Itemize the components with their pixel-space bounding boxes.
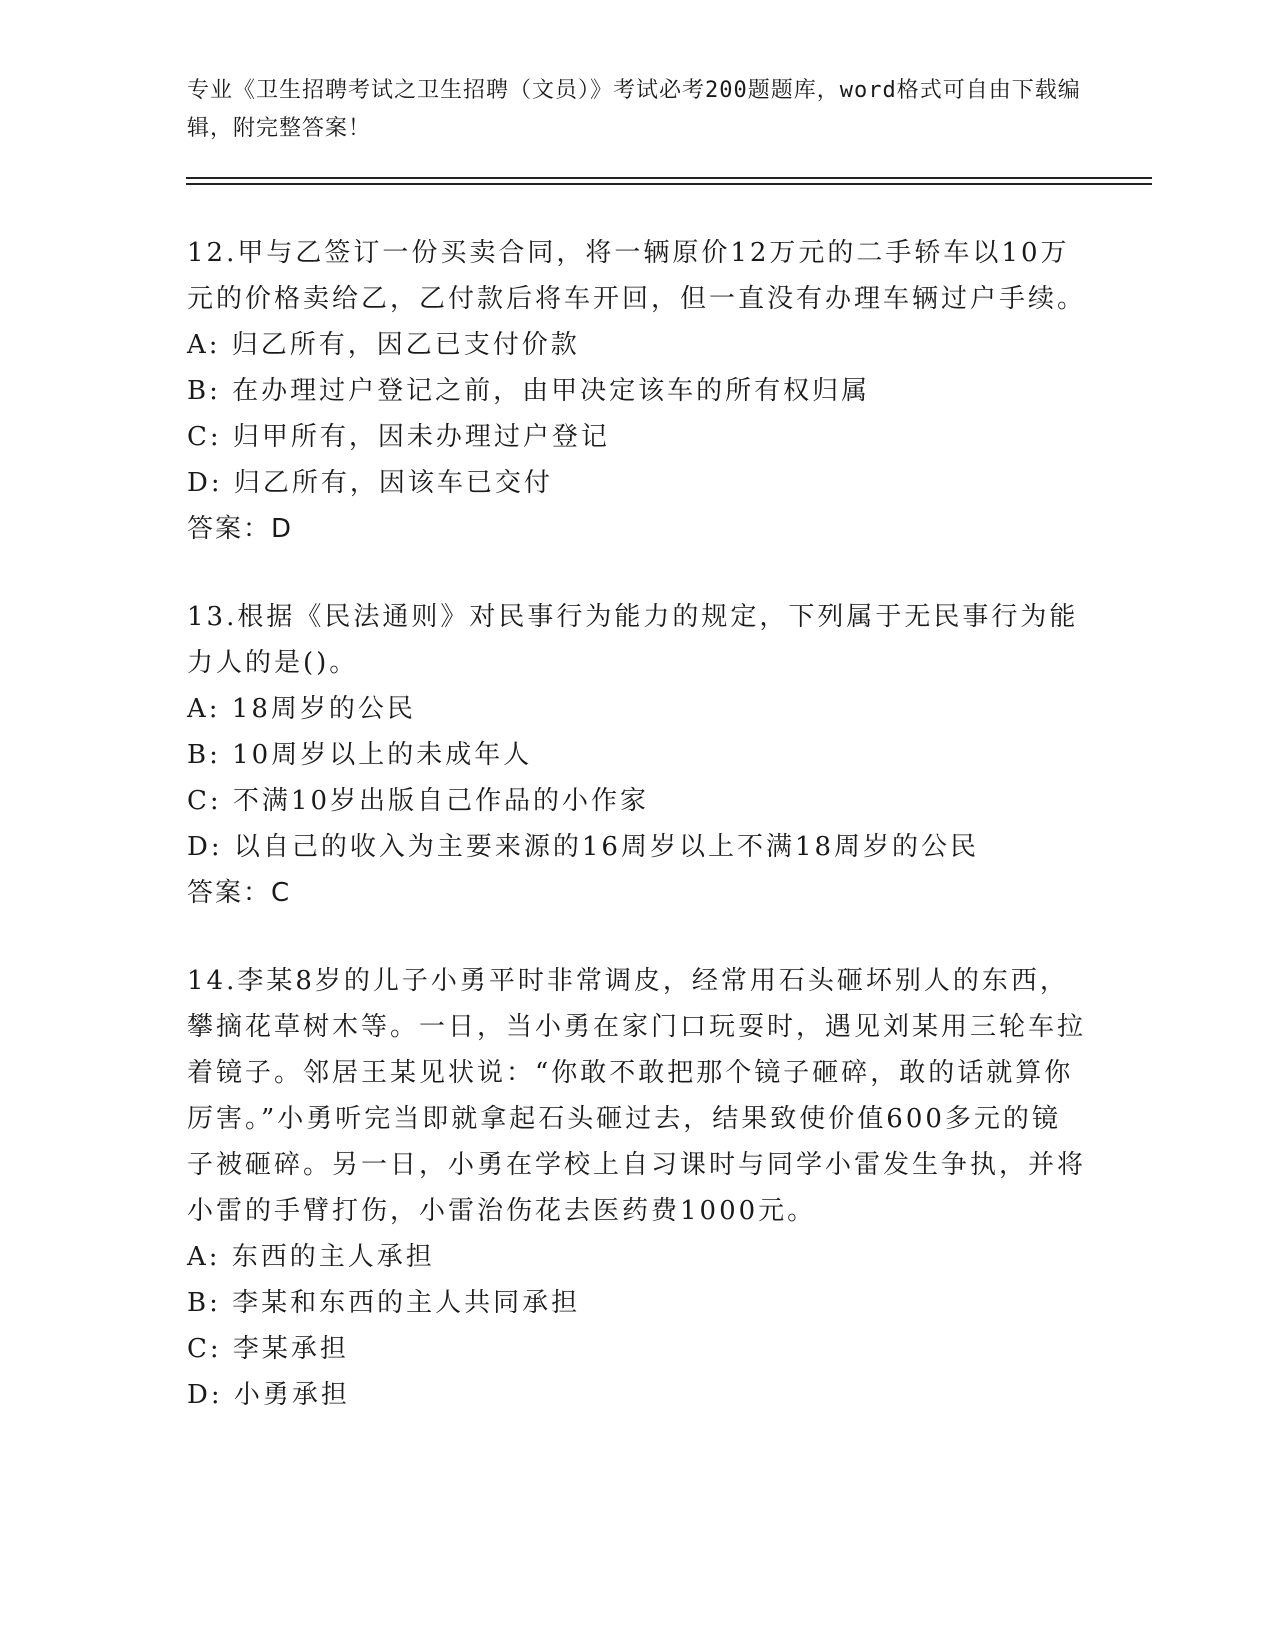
question-text: 12.甲与乙签订一份买卖合同，将一辆原价12万元的二手轿车以10万元的价格卖给乙，乙付款后将车开回，但一直没有办理车辆过户手续。: [187, 238, 1087, 314]
header-divider-top: [186, 177, 1152, 179]
option-a: A: 归乙所有，因乙已支付价款: [187, 330, 580, 360]
option-d: D: 以自己的收入为主要来源的16周岁以上不满18周岁的公民: [187, 832, 980, 862]
option-a: A: 18周岁的公民: [187, 694, 416, 724]
option-b: B: 李某和东西的主人共同承担: [187, 1288, 581, 1318]
answer-label: 答案：D: [187, 514, 294, 544]
option-list: [187, 686, 1087, 870]
option-list: [187, 322, 1087, 506]
option-list: [187, 1234, 1087, 1418]
question-14: [187, 958, 1087, 1418]
option-d: D: 归乙所有，因该车已交付: [187, 468, 553, 498]
question-12: [187, 230, 1087, 552]
header-divider-bottom: [186, 183, 1152, 185]
option-c: C: 归甲所有，因未办理过户登记: [187, 422, 610, 452]
option-a: A: 东西的主人承担: [187, 1242, 435, 1272]
answer-label: 答案：C: [187, 878, 292, 908]
option-b: B: 在办理过户登记之前，由甲决定该车的所有权归属: [187, 376, 871, 406]
option-d: D: 小勇承担: [187, 1380, 350, 1410]
question-13: [187, 594, 1087, 916]
option-c: C: 不满10岁出版自己作品的小作家: [187, 786, 650, 816]
document-header: 专业《卫生招聘考试之卫生招聘（文员）》考试必考200题题库，word格式可自由下载编辑，附完整答案！: [187, 78, 1081, 141]
option-b: B: 10周岁以上的未成年人: [187, 740, 533, 770]
question-list: [187, 230, 1087, 1460]
option-c: C: 李某承担: [187, 1334, 349, 1364]
question-text: 14.李某8岁的儿子小勇平时非常调皮，经常用石头砸坏别人的东西，攀摘花草树木等。一日，当小勇在家门口玩耍时，遇见刘某用三轮车拉着镜子。邻居王某见状说：“你敢不敢把那个镜子砸碎，敢的话就算你厉害。”小勇听完当即就拿起石头砸过去，结果致使价值600多元的镜子被砸碎。另一日，小勇在学校上自习课时与同学小雷发生争执，并将小雷的手臂打伤，小雷治伤花去医药费1000元。: [187, 966, 1087, 1226]
question-text: 13.根据《民法通则》对民事行为能力的规定，下列属于无民事行为能力人的是()。: [187, 602, 1079, 678]
